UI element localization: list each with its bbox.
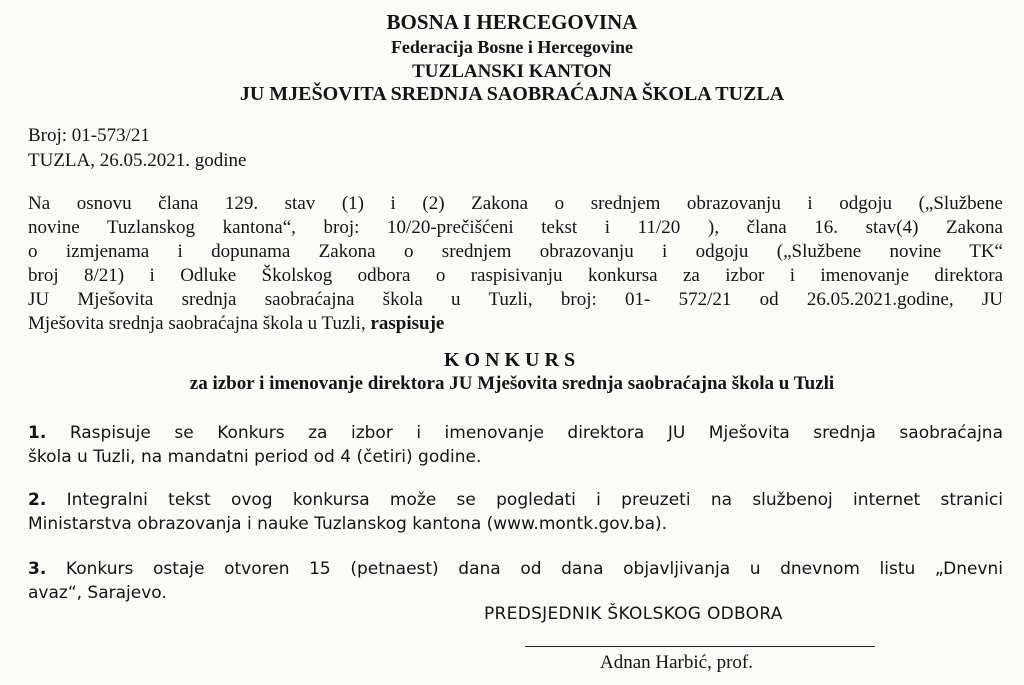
intro-paragraph bbox=[28, 192, 1003, 336]
intro-keyword: raspisuje bbox=[370, 313, 445, 334]
konkurs-subtitle: za izbor i imenovanje direktora JU Mješovita srednja saobraćajna škola u Tuzli bbox=[189, 373, 835, 394]
intro-line: Na osnovu člana 129. stav (1) i (2) Zakona o srednjem obrazovanju i odgoju („Službene bbox=[28, 193, 1003, 214]
header-canton: TUZLANSKI KANTON bbox=[412, 61, 612, 82]
list-item bbox=[28, 557, 1003, 605]
header-entity: Federacija Bosne i Hercegovine bbox=[390, 37, 634, 57]
list-item bbox=[28, 488, 1003, 536]
signature-title: PREDSJEDNIK ŠKOLSKOG ODBORA bbox=[484, 604, 783, 624]
list-item-line bbox=[28, 557, 1003, 581]
signature-name: Adnan Harbić, prof. bbox=[600, 652, 754, 673]
intro-line: broj 8/21) i Odluke Školskog odbora o raspisivanju konkursa za izbor i imenovanje direktora bbox=[28, 265, 1003, 286]
document-place-date: TUZLA, 26.05.2021. godine bbox=[28, 150, 247, 171]
header-country: BOSNA I HERCEGOVINA bbox=[386, 10, 638, 34]
intro-line: JU Mješovita srednja saobraćajna škola u Tuzli, broj: 01- 572/21 od 26.05.2021.godine, JU bbox=[28, 289, 1003, 310]
header-school: JU MJEŠOVITA SREDNJA SAOBRAĆAJNA ŠKOLA TUZLA bbox=[239, 83, 785, 105]
list-item-text: Raspisuje se Konkurs za izbor i imenovanje direktora JU Mješovita srednja saobraćajna bbox=[69, 423, 1003, 443]
list-item-text: Integralni tekst ovog konkursa može se pogledati i preuzeti na službenoj internet stranici bbox=[66, 490, 1003, 510]
list-item-line bbox=[28, 488, 1003, 512]
list-item-text: Konkurs ostaje otvoren 15 (petnaest) dana od dana objavljivanja u dnevnom listu „Dnevni bbox=[65, 559, 1003, 579]
list-item-line: škola u Tuzli, na mandatni period od 4 (četiri) godine. bbox=[28, 447, 482, 467]
list-item-number: 2. bbox=[28, 490, 47, 510]
intro-line: o izmjenama i dopunama Zakona o srednjem obrazovanju i odgoju („Službene novine TK“ bbox=[28, 241, 1003, 262]
list-item-line bbox=[28, 421, 1003, 445]
list-item bbox=[28, 421, 1003, 469]
list-item-number: 3. bbox=[28, 559, 47, 579]
signature-line bbox=[525, 646, 875, 647]
intro-line-text: Mješovita srednja saobraćajna škola u Tuzli, bbox=[28, 313, 371, 334]
list-item-line: avaz“, Sarajevo. bbox=[28, 583, 167, 603]
list-item-number: 1. bbox=[28, 423, 47, 443]
intro-line-last bbox=[28, 312, 1003, 336]
list-item-line: Ministarstva obrazovanja i nauke Tuzlanskog kantona (www.montk.gov.ba). bbox=[28, 514, 668, 534]
intro-line: novine Tuzlanskog kantona“, broj: 10/20-prečišćeni tekst i 11/20 ), člana 16. stav(4) Zakona bbox=[28, 217, 1003, 238]
konkurs-heading: KONKURS bbox=[443, 349, 581, 371]
document-number: Broj: 01-573/21 bbox=[28, 125, 150, 146]
